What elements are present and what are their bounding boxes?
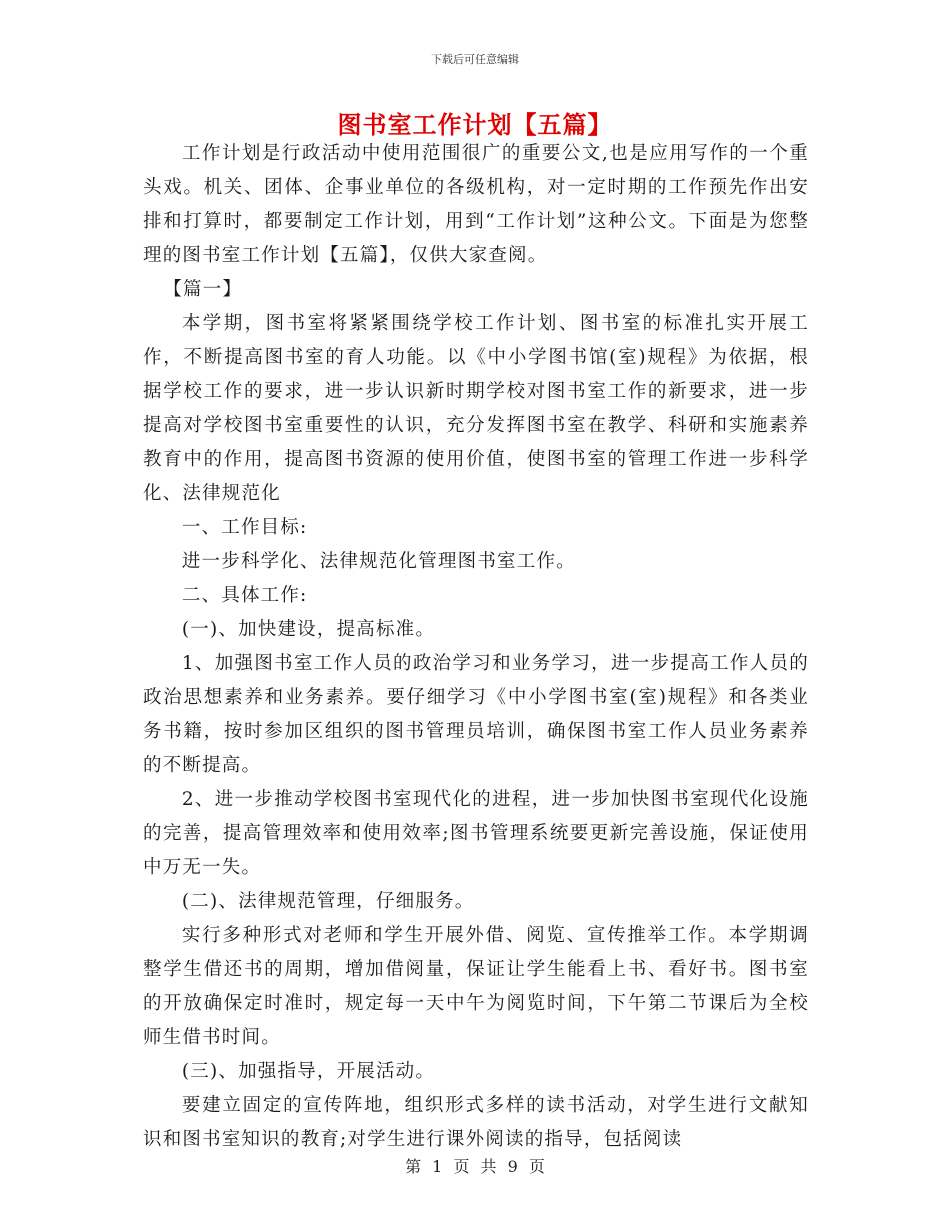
section-heading: 一、工作目标: xyxy=(181,517,308,538)
section-heading: 二、具体工作: xyxy=(181,585,308,606)
subsection-heading: (一)、加快建设，提高标准。 xyxy=(181,619,436,640)
page-header-note: 下载后可任意编辑 xyxy=(431,53,519,66)
subsection-heading: (二)、法律规范管理，仔细服务。 xyxy=(181,891,475,912)
chapter-heading: 【篇一】 xyxy=(163,279,243,300)
intro-paragraph: 工作计划是行政活动中使用范围很广的重要公文,也是应用写作的一个重头戏。机关、团体、企事业单位的各级机构，对一定时期的工作预先作出安排和打算时，都要制定工作计划，用到“工作计划”这种公文。下面是为您整理的图书室工作计划【五篇】，仅供大家查阅。 xyxy=(143,143,809,266)
body-paragraph: 本学期，图书室将紧紧围绕学校工作计划、图书室的标准扎实开展工作，不断提高图书室的育人功能。以《中小学图书馆(室)规程》为依据，根据学校工作的要求，进一步认识新时期学校对图书室工作的新要求，进一步提高对学校图书室重要性的认识，充分发挥图书室在教学、科研和实施素养教育中的作用，提高图书资源的使用价值，使图书室的管理工作进一步科学化、法律规范化 xyxy=(143,313,809,504)
body-paragraph: 进一步科学化、法律规范化管理图书室工作。 xyxy=(181,551,576,572)
body-paragraph: 2、进一步推动学校图书室现代化的进程，进一步加快图书室现代化设施的完善，提高管理效率和使用效率;图书管理系统要更新完善设施，保证使用中万无一失。 xyxy=(143,789,809,878)
body-paragraph: 1、加强图书室工作人员的政治学习和业务学习，进一步提高工作人员的政治思想素养和业务素养。要仔细学习《中小学图书室(室)规程》和各类业务书籍，按时参加区组织的图书管理员培训，确保图书室工作人员业务素养的不断提高。 xyxy=(143,653,809,776)
body-paragraph: 要建立固定的宣传阵地，组织形式多样的读书活动，对学生进行文献知识和图书室知识的教育;对学生进行课外阅读的指导，包括阅读 xyxy=(143,1095,809,1150)
body-paragraph: 实行多种形式对老师和学生开展外借、阅览、宣传推举工作。本学期调整学生借还书的周期，增加借阅量，保证让学生能看上书、看好书。图书室的开放确保定时准时，规定每一天中午为阅览时间，下午第二节课后为全校师生借书时间。 xyxy=(143,925,809,1048)
document-body xyxy=(143,137,809,1157)
subsection-heading: (三)、加强指导，开展活动。 xyxy=(181,1061,436,1082)
page-number: 第 1 页 共 9 页 xyxy=(405,1157,545,1176)
document-title: 图书室工作计划【五篇】 xyxy=(337,110,613,139)
